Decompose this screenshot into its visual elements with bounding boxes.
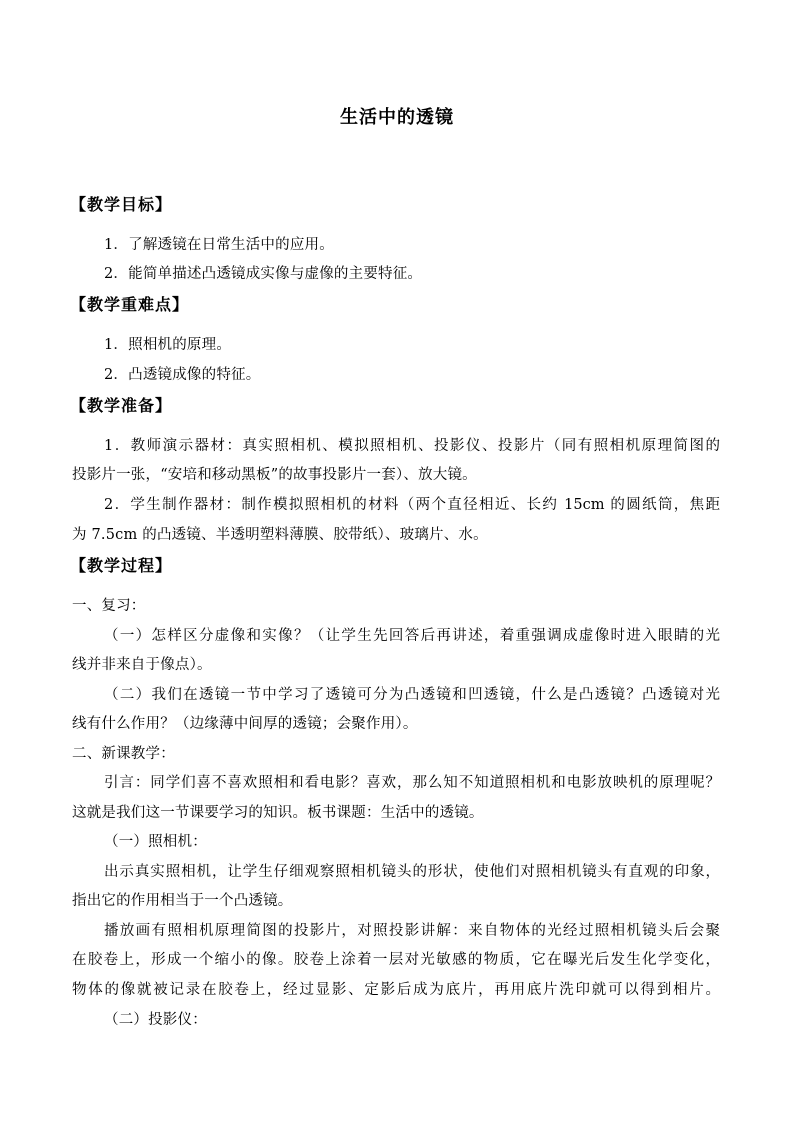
key-point-item-2: 2．凸透镜成像的特征。	[104, 367, 261, 383]
process-line-6: 二、新课教学：	[72, 746, 175, 762]
goal-item-2: 2．能简单描述凸透镜成实像与虚像的主要特征。	[104, 266, 423, 282]
process-line-3: 线并非来自于像点）。	[72, 657, 212, 673]
process-line-9: （一）照相机：	[104, 834, 207, 850]
process-heading: 【教学过程】	[70, 556, 173, 575]
process-line-10: 出示真实照相机，让学生仔细观察照相机镜头的形状，使他们对照相机镜头有直观的印象，	[104, 864, 720, 880]
process-line-4: （二）我们在透镜一节中学习了透镜可分为凸透镜和凹透镜，什么是凸透镜？凸透镜对光	[104, 687, 720, 703]
process-line-7: 引言：同学们喜不喜欢照相和看电影？喜欢，那么知不知道照相机和电影放映机的原理呢？	[104, 775, 720, 791]
goals-heading: 【教学目标】	[70, 195, 173, 214]
process-line-15: （二）投影仪：	[104, 1012, 207, 1028]
preparation-line-2: 投影片一张，“安培和移动黑板”的故事投影片一套）、放大镜。	[72, 467, 477, 483]
process-line-2: （一）怎样区分虚像和实像？（让学生先回答后再讲述，着重强调成虚像时进入眼睛的光	[104, 628, 720, 644]
process-line-11: 指出它的作用相当于一个凸透镜。	[72, 893, 293, 909]
process-line-8: 这就是我们这一节课要学习的知识。板书课题：生活中的透镜。	[72, 805, 484, 821]
process-line-5: 线有什么作用？（边缘薄中间厚的透镜；会聚作用）。	[72, 716, 418, 732]
process-line-14: 物体的像就被记录在胶卷上，经过显影、定影后成为底片，再用底片洗印就可以得到相片。	[72, 982, 720, 998]
process-line-12: 播放画有照相机原理简图的投影片，对照投影讲解：来自物体的光经过照相机镜头后会聚	[104, 923, 720, 939]
document-title: 生活中的透镜	[340, 107, 454, 128]
preparation-line-1: 1．教师演示器材：真实照相机、模拟照相机、投影仪、投影片（同有照相机原理简图的	[104, 438, 720, 454]
preparation-line-3: 2．学生制作器材：制作模拟照相机的材料（两个直径相近、长约 15cm 的圆纸筒，焦距	[104, 497, 720, 513]
key-point-item-1: 1．照相机的原理。	[104, 337, 232, 353]
key-points-heading: 【教学重难点】	[70, 295, 190, 314]
preparation-line-4: 为 7.5cm 的凸透镜、半透明塑料薄膜、胶带纸）、玻璃片、水。	[72, 527, 488, 543]
preparation-heading: 【教学准备】	[70, 396, 173, 415]
process-line-13: 在胶卷上，形成一个缩小的像。胶卷上涂着一层对光敏感的物质，它在曝光后发生化学变化，	[72, 952, 720, 968]
goal-item-1: 1．了解透镜在日常生活中的应用。	[104, 237, 334, 253]
process-line-1: 一、复习：	[72, 598, 146, 614]
